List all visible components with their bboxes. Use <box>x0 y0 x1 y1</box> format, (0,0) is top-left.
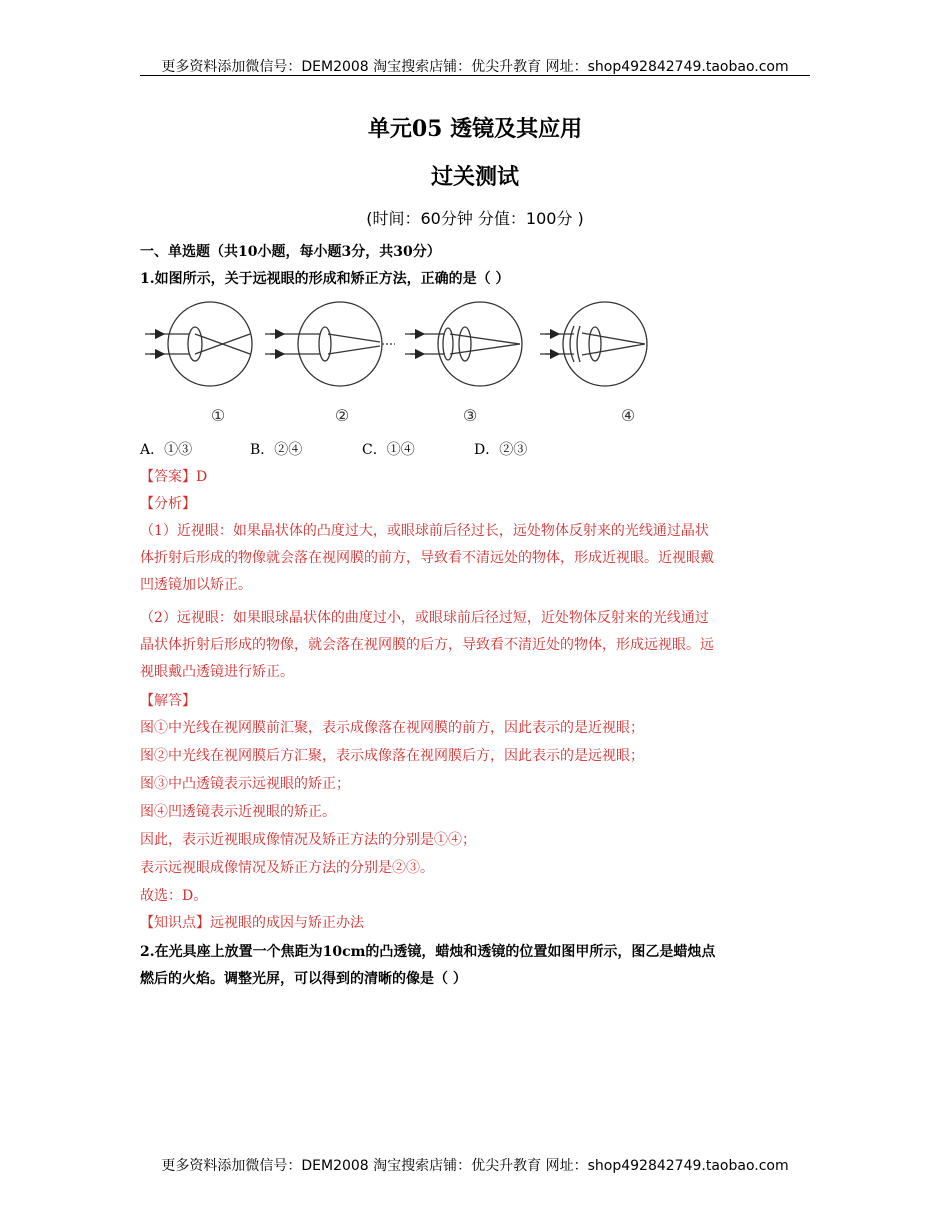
analysis-line: 晶状体折射后形成的物像，就会落在视网膜的后方，导致看不清近处的物体，形成远视眼。远 <box>140 637 714 653</box>
figure-label-2: ② <box>334 406 350 425</box>
option-c: C．①④ <box>362 442 415 458</box>
analysis-line: 视眼戴凸透镜进行矫正。 <box>140 664 294 680</box>
figure-label-4: ④ <box>620 406 636 425</box>
solution-line: 图③中凸透镜表示远视眼的矫正； <box>140 776 350 792</box>
knowledge-tag: 【知识点】 <box>140 915 210 931</box>
solution-line: 故选：D。 <box>140 888 208 904</box>
analysis-line: 体折射后形成的物像就会落在视网膜的前方，导致看不清远处的物体，形成近视眼。近视眼戴 <box>140 550 714 566</box>
analysis-line: （1）近视眼：如果晶状体的凸度过大，或眼球前后径过长，远处物体反射来的光线通过晶状 <box>140 523 709 539</box>
page-title: 单元05 透镜及其应用 <box>367 116 583 142</box>
option-a: A．①③ <box>140 442 193 458</box>
page-header: 更多资料添加微信号：DEM2008 淘宝搜索店铺：优尖升教育 网址：shop492842749.taobao.com <box>161 59 789 75</box>
solution-line: 表示远视眼成像情况及矫正方法的分别是②③。 <box>140 860 434 876</box>
solution-line: 图④凹透镜表示近视眼的矫正。 <box>140 804 336 820</box>
solution-tag: 【解答】 <box>140 693 196 709</box>
option-d: D．②③ <box>474 442 528 458</box>
figure-label-1: ① <box>210 406 226 425</box>
answer: 【答案】D <box>140 469 208 485</box>
eye-diagram-2 <box>265 302 395 386</box>
eye-diagram-4 <box>540 302 647 386</box>
analysis-tag: 【分析】 <box>140 496 196 512</box>
eye-diagram-1 <box>145 302 252 386</box>
page-footer: 更多资料添加微信号：DEM2008 淘宝搜索店铺：优尖升教育 网址：shop492842749.taobao.com <box>161 1158 789 1174</box>
eye-diagram-3 <box>405 302 522 386</box>
exam-meta: (时间：60分钟 分值：100分 ) <box>366 209 584 228</box>
option-b: B．②④ <box>250 442 303 458</box>
question-2-line-1: 2.在光具座上放置一个焦距为10cm的凸透镜，蜡烛和透镜的位置如图甲所示，图乙是蜡烛点 <box>140 944 716 960</box>
analysis-line: （2）远视眼：如果眼球晶状体的曲度过小，或眼球前后径过短，近处物体反射来的光线通过 <box>140 610 709 626</box>
figure-label-3: ③ <box>462 406 478 425</box>
solution-line: 图②中光线在视网膜后方汇聚，表示成像落在视网膜后方，因此表示的是远视眼； <box>140 748 644 764</box>
question-2-line-2: 燃后的火焰。调整光屏，可以得到的清晰的像是（ ） <box>140 971 467 987</box>
solution-line: 图①中光线在视网膜前汇聚，表示成像落在视网膜的前方，因此表示的是近视眼； <box>140 720 644 736</box>
eye-diagrams-figure <box>140 296 670 431</box>
question-1-stem: 1.如图所示，关于远视眼的形成和矫正方法，正确的是（ ） <box>140 271 510 287</box>
knowledge-point <box>140 913 820 933</box>
solution-line: 因此，表示近视眼成像情况及矫正方法的分别是①④； <box>140 832 476 848</box>
knowledge-text: 远视眼的成因与矫正办法 <box>210 915 364 931</box>
analysis-line: 凹透镜加以矫正。 <box>140 577 252 593</box>
section-heading: 一、单选题（共10小题，每小题3分，共30分） <box>140 244 441 260</box>
page-subtitle: 过关测试 <box>430 164 519 190</box>
header-rule <box>140 75 810 76</box>
